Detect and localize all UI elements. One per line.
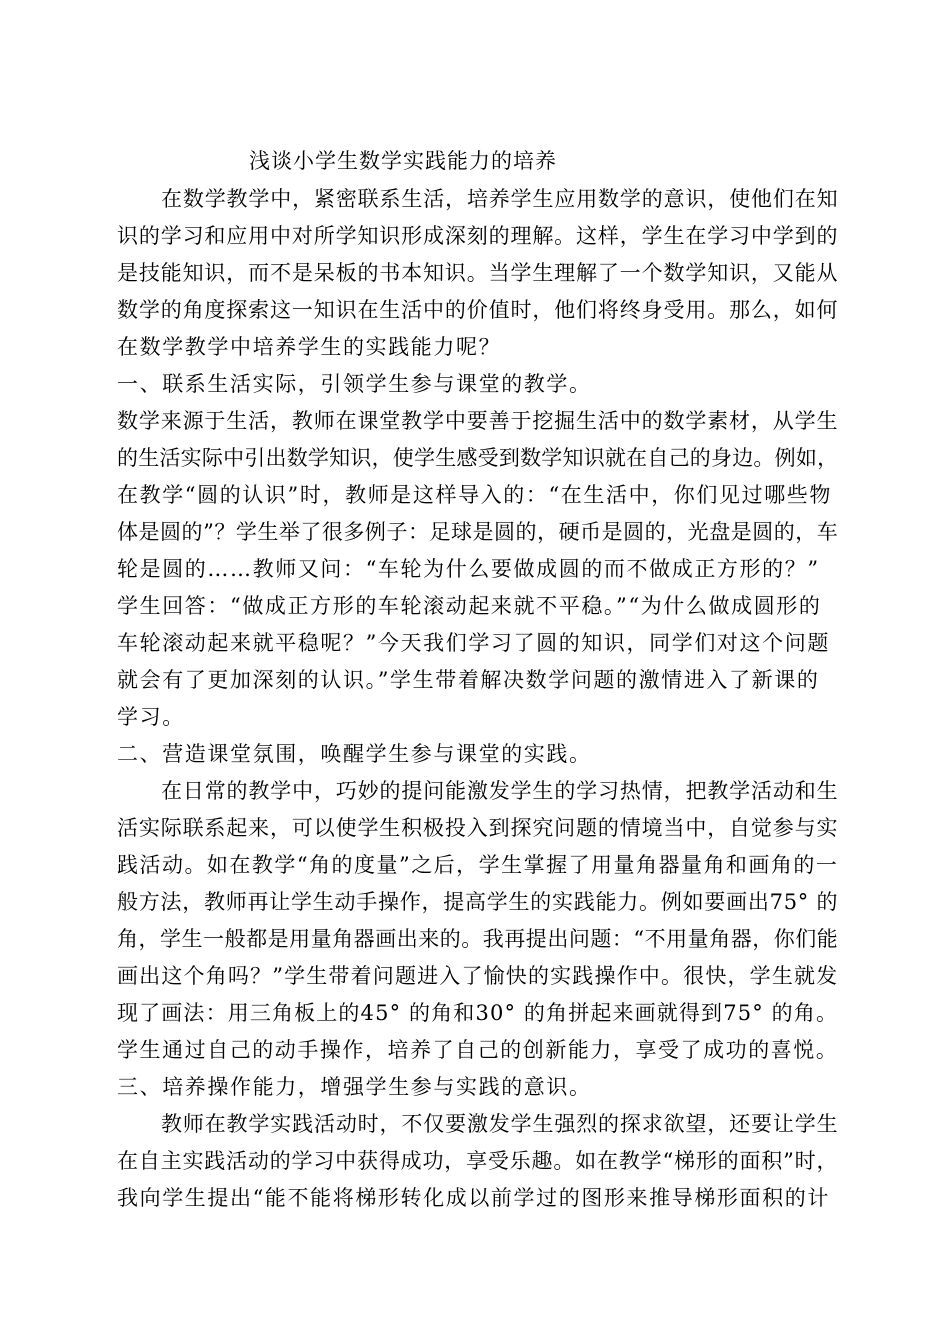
text-line: 三、培养操作能力，增强学生参与实践的意识。 [117,1075,592,1099]
text-line: 一、联系生活实际，引领学生参与课堂的教学。 [117,372,592,396]
text-line: 在数学教学中培养学生的实践能力呢？ [117,335,502,359]
text-line: 是技能知识，而不是呆板的书本知识。当学生理解了一个数学知识，又能从 [117,261,839,285]
text-line: 体是圆的”？学生举了很多例子：足球是圆的，硬币是圆的，光盘是圆的，车 [117,520,839,544]
text-line: 在自主实践活动的学习中获得成功，享受乐趣。如在教学“梯形的面积”时， [117,1149,839,1173]
text-line: 教师在教学实践活动时，不仅要激发学生强烈的探求欲望，还要让学生 [161,1112,839,1136]
text-line: 画出这个角吗？”学生带着问题进入了愉快的实践操作中。很快，学生就发 [117,964,839,988]
document-title: 浅谈小学生数学实践能力的培养 [249,149,557,173]
text-line: 我向学生提出“能不能将梯形转化成以前学过的图形来推导梯形面积的计 [117,1186,830,1210]
text-line: 般方法，教师再让学生动手操作，提高学生的实践能力。例如要画出75° 的 [117,890,839,914]
text-line: 活实际联系起来，可以使学生积极投入到探究问题的情境当中，自觉参与实 [117,816,839,840]
text-line: 学习。 [117,705,185,729]
text-line: 数学的角度探索这一知识在生活中的价值时，他们将终身受用。那么，如何 [117,298,839,322]
text-line: 在日常的教学中，巧妙的提问能激发学生的学习热情，把教学活动和生 [161,779,839,803]
document-body [117,181,837,1217]
text-line: 在教学“圆的认识”时，教师是这样导入的：“在生活中，你们见过哪些物 [117,483,833,507]
text-line: 践活动。如在教学“角的度量”之后，学生掌握了用量角器量角和画角的一 [117,853,839,877]
text-line: 角，学生一般都是用量角器画出来的。我再提出问题：“不用量角器，你们能 [117,927,839,951]
text-line: 数学来源于生活，教师在课堂教学中要善于挖掘生活中的数学素材，从学生 [117,409,839,433]
text-line: 学生回答：“做成正方形的车轮滚动起来就不平稳。”“为什么做成圆形的 [117,594,822,618]
text-line: 车轮滚动起来就平稳呢？”今天我们学习了圆的知识，同学们对这个问题 [117,631,830,655]
text-line: 现了画法：用三角板上的45° 的角和30° 的角拼起来画就得到75° 的角。 [117,1001,839,1025]
text-line: 学生通过自己的动手操作，培养了自己的创新能力，享受了成功的喜悦。 [117,1038,839,1062]
text-line: 识的学习和应用中对所学知识形成深刻的理解。这样，学生在学习中学到的 [117,224,839,248]
text-line: 就会有了更加深刻的认识。”学生带着解决数学问题的激情进入了新课的 [117,668,820,692]
text-line: 的生活实际中引出数学知识，使学生感受到数学知识就在自己的身边。例如， [117,446,839,470]
text-line: 轮是圆的……教师又问：“车轮为什么要做成圆的而不做成正方形的？” [117,557,820,581]
text-line: 在数学教学中，紧密联系生活，培养学生应用数学的意识，使他们在知 [161,187,839,211]
text-line: 二、营造课堂氛围，唤醒学生参与课堂的实践。 [117,742,592,766]
